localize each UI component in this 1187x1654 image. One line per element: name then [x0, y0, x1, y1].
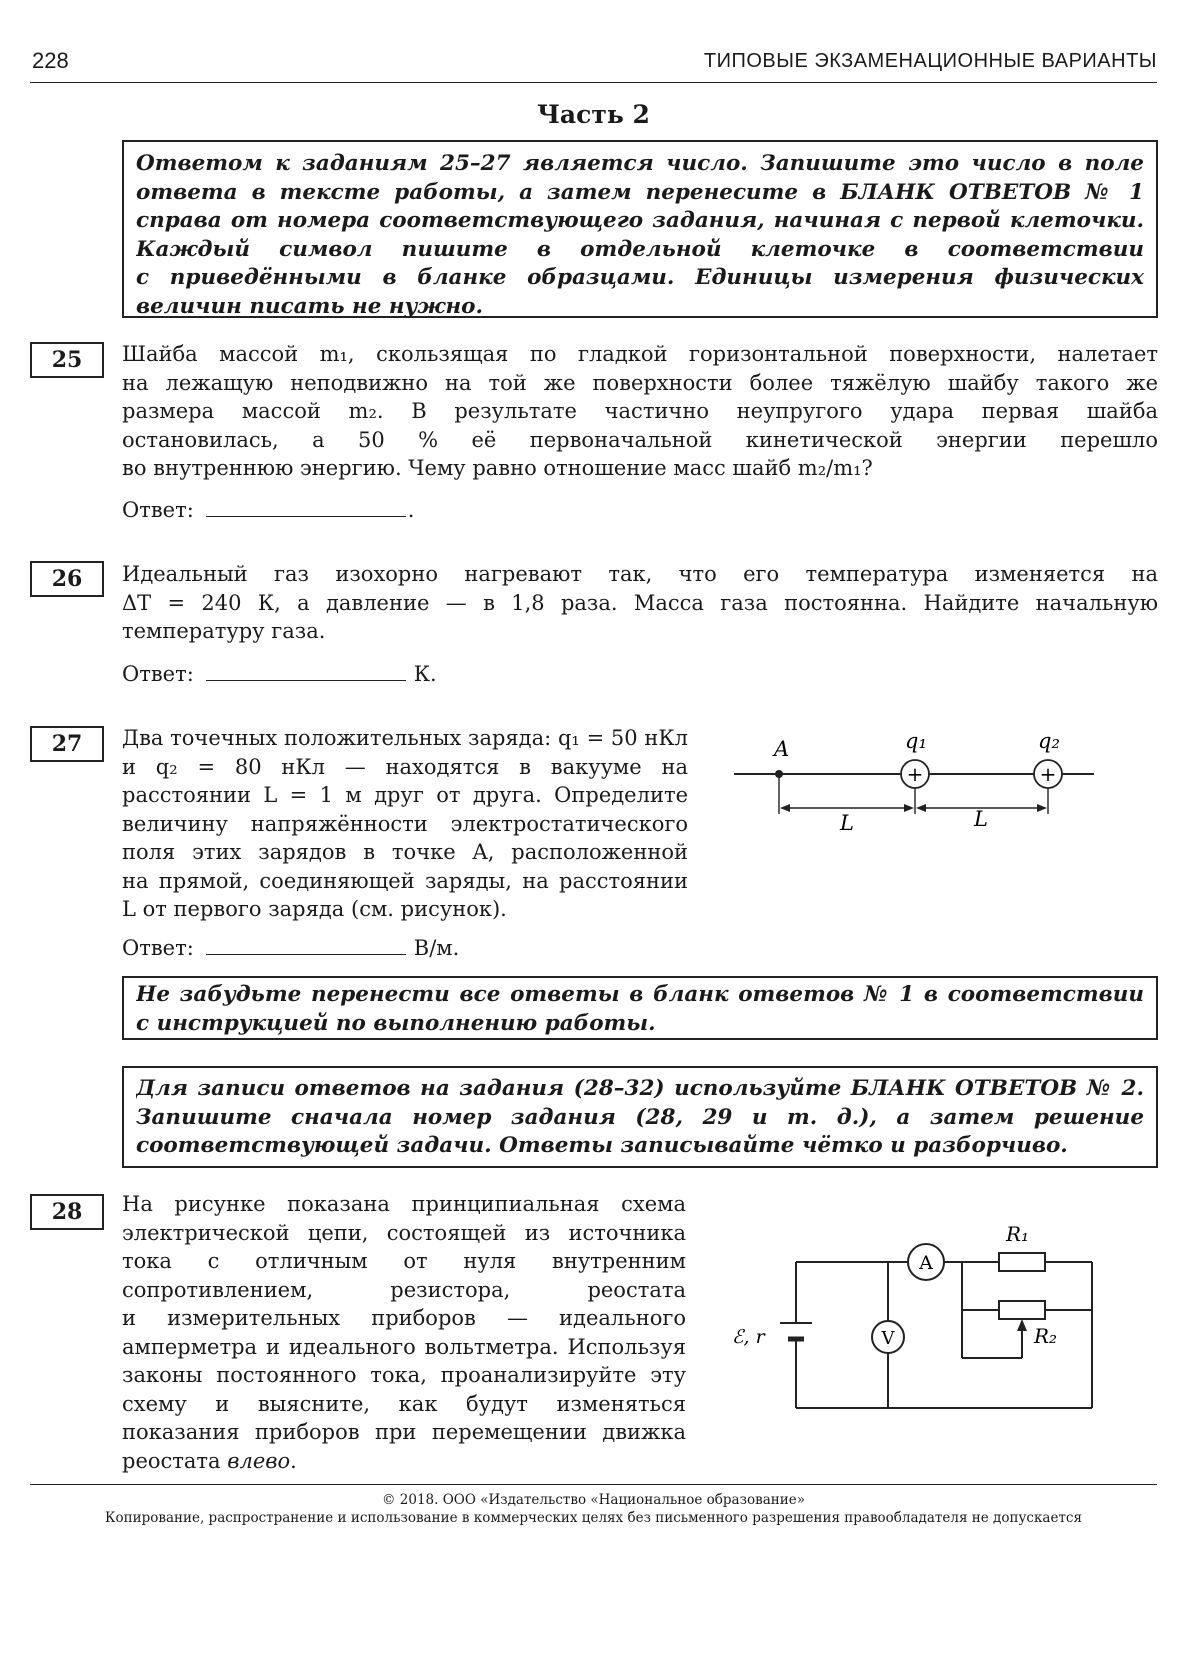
r2-label: R₂	[1034, 1324, 1058, 1348]
text-line: ΔT = 240 К, а давление — в 1,8 раза. Масса газа постоянна. Найдите начальную	[122, 590, 1158, 615]
resistor-r1	[999, 1253, 1045, 1271]
reminder-line: с инструкцией по выполнению работы.	[136, 1010, 656, 1036]
answer-label: Ответ:	[122, 498, 194, 522]
text-line: законы постоянного тока, проанализируйте эту	[122, 1363, 686, 1387]
source-label: ℰ, r	[732, 1326, 765, 1348]
arrowhead	[780, 804, 790, 812]
text-line: на прямой, соединяющей заряды, на расстоянии	[122, 868, 688, 893]
charges-figure	[730, 722, 1100, 842]
text-line: поля этих зарядов в точке A, расположенной	[122, 840, 688, 864]
text-line: на лежащую неподвижно на той же поверхности более тяжёлую шайбу такого же	[122, 370, 1158, 395]
header-divider	[30, 82, 1157, 83]
text-line: Два точечных положительных заряда: q₁ = 50 нКл	[122, 726, 688, 750]
instruction-line: соответствующей задачи. Ответы записывайте чётко и разборчиво.	[136, 1133, 1068, 1158]
running-header: ТИПОВЫЕ ЭКЗАМЕНАЦИОННЫЕ ВАРИАНТЫ	[703, 50, 1157, 72]
ammeter-label: A	[919, 1252, 933, 1274]
text-line: и измерительных приборов — идеального	[122, 1306, 686, 1330]
answer-label: Ответ:	[122, 662, 194, 686]
text-line	[122, 1447, 686, 1476]
answer-unit: В/м.	[413, 936, 460, 960]
instruction-line: величин писать не нужно.	[136, 293, 483, 319]
copyright-notice: Копирование, распространение и использование в коммерческих целях без письменного разрешения правообладателя не допускается	[105, 1510, 1082, 1526]
text-line: Шайба массой m₁, скользящая по гладкой горизонтальной поверхности, налетает	[122, 342, 1158, 366]
arrowhead	[916, 804, 926, 812]
answer-unit: .	[407, 498, 415, 522]
instruction-line: Ответом к заданиям 25–27 является число. Запишите это число в поле	[136, 151, 1144, 176]
part-title: Часть 2	[537, 100, 650, 129]
instruction-box-25-27	[122, 140, 1158, 318]
answer-label: Ответ:	[122, 936, 194, 960]
text-line: схему и выясните, как будут изменяться	[122, 1391, 686, 1416]
answer-25	[122, 496, 414, 522]
instruction-line: справа от номера соответствующего задания, начиная с первой клеточки.	[136, 208, 1144, 233]
distance-label-2: L	[974, 807, 988, 831]
charge-q2-label: q₂	[1038, 729, 1060, 753]
arrowhead	[1037, 804, 1047, 812]
arrowhead	[904, 804, 914, 812]
answer-field[interactable]	[206, 934, 406, 955]
charge-q1-sign: +	[906, 762, 924, 786]
text-line: L от первого заряда (см. рисунок).	[122, 897, 507, 921]
task-number-28: 28	[30, 1194, 104, 1230]
text-fragment: .	[290, 1448, 297, 1473]
text-line: и q₂ = 80 нКл — находятся в вакууме на	[122, 754, 688, 779]
answer-unit: К.	[413, 662, 437, 686]
task-number-25: 25	[30, 342, 104, 378]
distance-label-1: L	[840, 811, 854, 835]
text-line: электрической цепи, состоящей из источника	[122, 1220, 686, 1245]
task-number-26: 26	[30, 561, 104, 597]
reminder-box	[122, 976, 1158, 1040]
instruction-line: Для записи ответов на задания (28–32) используйте БЛАНК ОТВЕТОВ № 2.	[136, 1076, 1144, 1101]
point-a-label: A	[774, 737, 790, 761]
circuit-figure	[726, 1215, 1106, 1420]
text-line: размера массой m₂. В результате частично неупругого удара первая шайба	[122, 399, 1158, 423]
voltmeter-label: V	[881, 1328, 895, 1349]
text-line: На рисунке показана принципиальная схема	[122, 1192, 686, 1216]
footer-divider	[30, 1484, 1157, 1485]
instruction-box-28-32	[122, 1066, 1158, 1168]
answer-field[interactable]	[206, 660, 406, 681]
text-line: Идеальный газ изохорно нагревают так, что его температура изменяется на	[122, 562, 1158, 586]
r1-label: R₁	[1006, 1222, 1030, 1246]
charge-q2-sign: +	[1039, 762, 1057, 786]
rheostat-r2	[999, 1301, 1045, 1319]
text-line: сопротивлением, резистора, реостата	[122, 1277, 686, 1302]
instruction-line: с приведёнными в бланке образцами. Единицы измерения физических	[136, 265, 1144, 290]
task-25-text	[122, 340, 1158, 483]
instruction-line: ответа в тексте работы, а затем перенесите в БЛАНК ОТВЕТОВ № 1	[136, 179, 1144, 205]
text-line: амперметра и идеального вольтметра. Используя	[122, 1334, 686, 1359]
task-27-text	[122, 724, 688, 924]
text-line: температуру газа.	[122, 619, 326, 643]
text-line: расстоянии L = 1 м друг от друга. Определите	[122, 783, 688, 807]
text-fragment: реостата	[122, 1448, 228, 1473]
rheostat-slider-arrow	[1017, 1319, 1027, 1331]
italic-word: влево	[227, 1448, 291, 1473]
task-26-text	[122, 560, 1158, 646]
text-line: тока с отличным от нуля внутренним	[122, 1249, 686, 1273]
text-line: величину напряжённости электростатического	[122, 811, 688, 836]
answer-26	[122, 660, 437, 686]
task-28-text	[122, 1190, 686, 1475]
instruction-line: Запишите сначала номер задания (28, 29 и т. д.), а затем решение	[136, 1104, 1144, 1130]
page-number: 228	[32, 48, 69, 73]
charge-q1-label: q₁	[905, 729, 927, 753]
task-number-27: 27	[30, 726, 104, 762]
reminder-line: Не забудьте перенести все ответы в бланк ответов № 1 в соответствии	[136, 982, 1144, 1007]
copyright: © 2018. ООО «Издательство «Национальное образование»	[381, 1492, 805, 1508]
answer-27	[122, 934, 459, 960]
text-line: остановилась, а 50 % её первоначальной кинетической энергии перешло	[122, 427, 1158, 452]
instruction-line: Каждый символ пишите в отдельной клеточке в соответствии	[136, 236, 1144, 262]
text-line: показания приборов при перемещении движка	[122, 1420, 686, 1444]
text-line: во внутреннюю энергию. Чему равно отношение масс шайб m₂/m₁?	[122, 456, 873, 480]
answer-field[interactable]	[206, 496, 406, 517]
